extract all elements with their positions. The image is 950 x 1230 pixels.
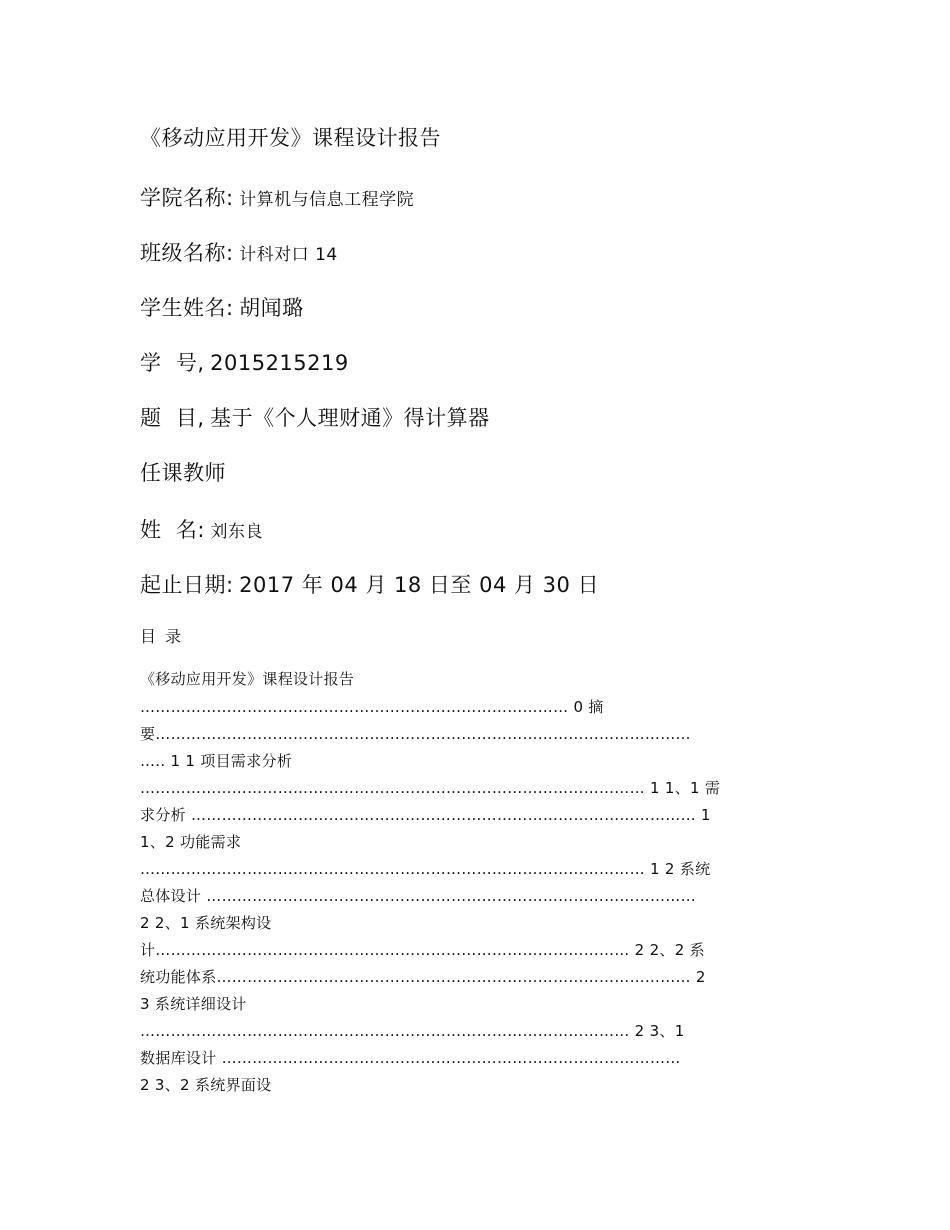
toc-line: …………………………………………………………………………………… 2 3、1: [140, 1022, 685, 1040]
date-row: [140, 569, 599, 599]
teacher-name-label: 姓 名:: [140, 518, 205, 542]
toc-line: 要……………………………………………………………………………………………: [140, 725, 691, 743]
toc-line: 2 3、2 系统界面设: [140, 1076, 272, 1094]
student-row: [140, 292, 304, 322]
student-id-label: 学 号,: [140, 351, 205, 375]
student-id-row: [140, 347, 349, 377]
toc-line: 3 系统详细设计: [140, 995, 247, 1013]
toc-line: ……………………………………………………………………………………… 1 1、1 需: [140, 779, 721, 797]
toc-line: 1、2 功能需求: [140, 833, 242, 851]
teacher-name-value: 刘东良: [210, 522, 264, 542]
toc-line: 《移动应用开发》课程设计报告: [140, 670, 355, 688]
class-label: 班级名称:: [140, 241, 234, 265]
student-label: 学生姓名:: [140, 296, 234, 320]
topic-row: [140, 402, 490, 432]
date-label: 起止日期:: [140, 573, 234, 597]
student-value: 胡闻璐: [239, 296, 304, 320]
topic-value: 基于《个人理财通》得计算器: [210, 406, 490, 430]
college-label: 学院名称:: [140, 186, 234, 210]
class-row: [140, 237, 338, 267]
toc-line: ….. 1 1 项目需求分析: [140, 752, 293, 770]
student-id-value: 2015215219: [210, 351, 349, 375]
toc-line: 求分析 ……………………………………………………………………………………… 1: [140, 806, 711, 824]
college-value: 计算机与信息工程学院: [239, 190, 415, 210]
toc-line: 总体设计 ……………………………………………………………………………………: [140, 887, 696, 905]
toc-heading: 目 录: [140, 627, 184, 646]
teacher-name-row: [140, 514, 263, 544]
toc-line: 2 2、1 系统架构设: [140, 914, 272, 932]
toc-line: 统功能体系………………………………………………………………………………… 2: [140, 968, 706, 986]
toc-line: ……………………………………………………………………………………… 1 2 系统: [140, 860, 711, 878]
toc-line: 计………………………………………………………………………………… 2 2、2 系: [140, 941, 705, 959]
college-row: [140, 182, 414, 212]
class-value: 计科对口 14: [239, 245, 338, 265]
toc-line: ………………………………………………………………………… 0 摘: [140, 698, 604, 716]
toc-line: 数据库设计 ………………………………………………………………………………: [140, 1049, 681, 1067]
date-value: 2017 年 04 月 18 日至 04 月 30 日: [239, 573, 600, 597]
teacher-heading: 任课教师: [140, 461, 226, 485]
report-title: 《移动应用开发》课程设计报告: [140, 126, 441, 150]
topic-label: 题 目,: [140, 406, 205, 430]
